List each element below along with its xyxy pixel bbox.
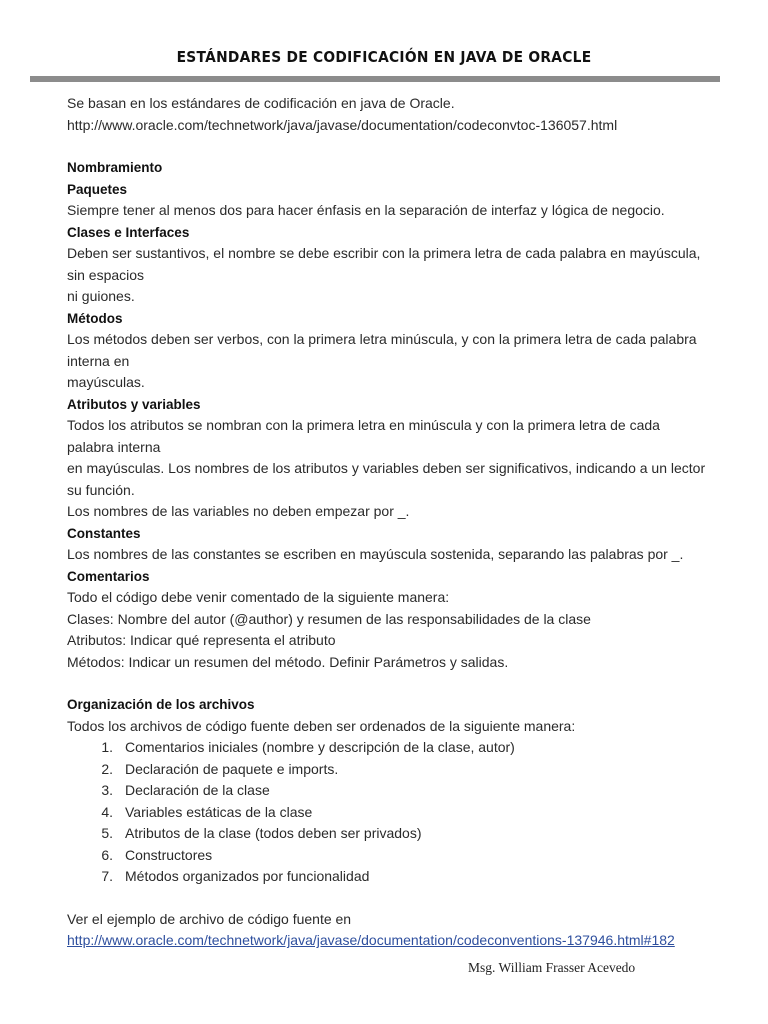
attributes-text-line: en mayúsculas. Los nombres de los atributos y variables deben ser significativos, indicando a un lector su función. <box>67 460 706 498</box>
attributes-text-line: Los nombres de las variables no deben empezar por _. <box>67 503 410 519</box>
list-number: 3. <box>101 782 113 798</box>
list-number: 5. <box>101 825 113 841</box>
example-text: Ver el ejemplo de archivo de código fuente en <box>67 910 352 927</box>
section-heading-naming: Nombramiento <box>67 160 163 175</box>
subheading-comments: Comentarios <box>67 568 150 584</box>
subheading-attributes: Atributos y variables <box>67 396 201 412</box>
page-title: ESTÁNDARES DE CODIFICACIÓN EN JAVA DE ORACLE <box>176 48 592 66</box>
list-item <box>67 759 707 781</box>
list-number: 4. <box>101 803 113 820</box>
methods-text-line: Los métodos deben ser verbos, con la primera letra minúscula, y con la primera letra de cada palabra interna en <box>67 331 697 369</box>
constants-text: Los nombres de las constantes se escriben en mayúscula sostenida, separando las palabras por _. <box>67 546 684 562</box>
list-number: 1. <box>101 739 113 755</box>
document-body <box>67 93 707 952</box>
packages-text: Siempre tener al menos dos para hacer énfasis en la separación de interfaz y lógica de negocio. <box>67 202 665 218</box>
title-divider <box>30 76 720 82</box>
list-item-text: Declaración de la clase <box>125 782 270 798</box>
list-item <box>67 866 707 888</box>
author-footer: Msg. William Frasser Acevedo <box>468 960 636 975</box>
subheading-classes: Clases e Interfaces <box>67 224 190 240</box>
intro-url: http://www.oracle.com/technetwork/java/javase/documentation/codeconvtoc-136057.html <box>67 116 618 133</box>
subheading-packages: Paquetes <box>67 181 128 197</box>
list-number: 2. <box>101 760 113 777</box>
comments-text-line: Métodos: Indicar un resumen del método. Definir Parámetros y salidas. <box>67 653 509 670</box>
classes-text-line: ni guiones. <box>67 288 135 304</box>
section-heading-organization: Organización de los archivos <box>67 697 255 712</box>
list-item <box>67 845 707 867</box>
subheading-constants: Constantes <box>67 525 141 541</box>
classes-text-line: Deben ser sustantivos, el nombre se debe escribir con la primera letra de cada palabra en mayúscula, sin espacios <box>67 245 701 283</box>
file-order-list <box>67 737 707 888</box>
spacer <box>67 673 707 694</box>
list-number: 6. <box>101 846 113 863</box>
comments-text-line: Todo el código debe venir comentado de la siguiente manera: <box>67 589 450 605</box>
list-item-text: Declaración de paquete e imports. <box>125 760 339 777</box>
list-item-text: Constructores <box>125 846 213 863</box>
list-item-text: Atributos de la clase (todos deben ser privados) <box>125 825 422 841</box>
organization-text: Todos los archivos de código fuente deben ser ordenados de la siguiente manera: <box>67 717 576 734</box>
list-item <box>67 802 707 824</box>
spacer <box>67 888 707 909</box>
subheading-methods: Métodos <box>67 310 123 326</box>
list-item-text: Comentarios iniciales (nombre y descripción de la clase, autor) <box>125 739 515 755</box>
list-item-text: Métodos organizados por funcionalidad <box>125 868 370 884</box>
attributes-text-line: Todos los atributos se nombran con la primera letra en minúscula y con la primera letra de cada palabra interna <box>67 417 660 455</box>
spacer <box>67 136 707 157</box>
comments-text-line: Atributos: Indicar qué representa el atributo <box>67 632 336 648</box>
example-code-link[interactable]: http://www.oracle.com/technetwork/java/javase/documentation/codeconventions-137946.html#182 <box>67 932 675 948</box>
list-number: 7. <box>101 868 113 884</box>
list-item <box>67 823 707 845</box>
list-item-text: Variables estáticas de la clase <box>125 803 313 820</box>
list-item <box>67 737 707 759</box>
list-item <box>67 780 707 802</box>
methods-text-line: mayúsculas. <box>67 374 145 390</box>
intro-text: Se basan en los estándares de codificación en java de Oracle. <box>67 95 455 111</box>
comments-text-line: Clases: Nombre del autor (@author) y resumen de las responsabilidades de la clase <box>67 610 591 627</box>
